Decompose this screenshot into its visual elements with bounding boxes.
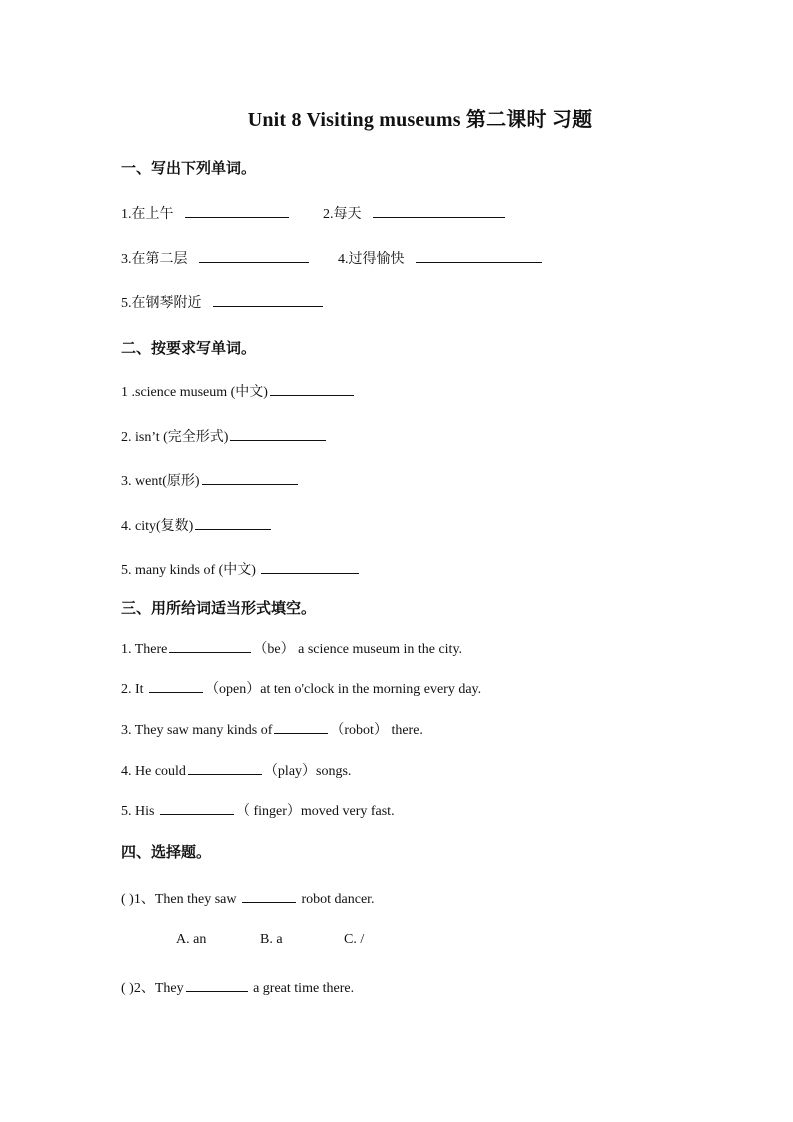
answer-blank[interactable] — [373, 203, 505, 218]
answer-blank[interactable] — [274, 719, 328, 734]
answer-blank[interactable] — [213, 292, 323, 307]
part3-item-1 — [121, 638, 462, 658]
part1-label: 3.在第二层 — [121, 252, 188, 267]
part2-text: 3. went(原形) — [121, 474, 200, 489]
part3-after: （be） a science museum in the city. — [253, 642, 463, 657]
part2-text: 4. city(复数) — [121, 519, 194, 534]
question-before: ( )1、Then they saw — [121, 892, 240, 907]
section-heading-2: 二、按要求写单词。 — [121, 341, 257, 357]
part3-item-2 — [121, 678, 481, 698]
part1-label: 5.在钢琴附近 — [121, 296, 202, 311]
part1-label: 2.每天 — [323, 207, 362, 222]
question-after: robot dancer. — [297, 892, 375, 907]
part2-item-3 — [121, 470, 300, 490]
option-c[interactable]: C. / — [344, 932, 365, 947]
answer-blank[interactable] — [242, 888, 296, 903]
answer-blank[interactable] — [149, 678, 203, 693]
answer-blank[interactable] — [195, 515, 271, 530]
part1-item-5 — [121, 292, 325, 312]
part3-before: 5. His — [121, 804, 158, 819]
answer-blank[interactable] — [202, 470, 298, 485]
part1-item-1 — [121, 203, 291, 223]
question-before: ( )2、They — [121, 981, 184, 996]
part1-label: 1.在上午 — [121, 207, 174, 222]
answer-blank[interactable] — [188, 760, 262, 775]
part3-after: （robot） there. — [330, 723, 423, 738]
part1-item-2 — [323, 203, 507, 223]
answer-blank[interactable] — [199, 248, 309, 263]
part3-after: （play）songs. — [263, 764, 352, 779]
part2-item-1 — [121, 381, 356, 401]
section-heading-3: 三、用所给词适当形式填空。 — [121, 601, 317, 617]
part3-after: （ finger）moved very fast. — [235, 804, 395, 819]
answer-blank[interactable] — [270, 381, 354, 396]
answer-blank[interactable] — [416, 248, 542, 263]
part2-text: 1 .science museum (中文) — [121, 385, 268, 400]
part1-label: 4.过得愉快 — [338, 252, 405, 267]
answer-blank[interactable] — [186, 977, 248, 992]
part2-item-4 — [121, 515, 273, 535]
choice-question-1 — [121, 888, 375, 908]
part3-item-4 — [121, 760, 351, 780]
part3-item-5 — [121, 800, 395, 820]
section-heading-4: 四、选择题。 — [121, 845, 212, 861]
option-b[interactable]: B. a — [260, 932, 283, 947]
question-after: a great time there. — [249, 981, 355, 996]
part3-before: 1. There — [121, 642, 168, 657]
option-a[interactable]: A. an — [176, 932, 207, 947]
choice-question-2 — [121, 977, 354, 997]
part1-item-4 — [338, 248, 544, 268]
part2-text: 5. many kinds of (中文) — [121, 563, 260, 578]
part1-item-3 — [121, 248, 311, 268]
part3-item-3 — [121, 719, 423, 739]
answer-blank[interactable] — [261, 559, 359, 574]
part3-after: （open）at ten o'clock in the morning every day. — [205, 682, 482, 697]
part3-before: 3. They saw many kinds of — [121, 723, 273, 738]
answer-blank[interactable] — [169, 638, 251, 653]
part2-item-2 — [121, 426, 328, 446]
part2-text: 2. isn’t (完全形式) — [121, 430, 229, 445]
part3-before: 2. It — [121, 682, 148, 697]
page-title: Unit 8 Visiting museums 第二课时 习题 — [247, 109, 593, 131]
section-heading-1: 一、写出下列单词。 — [121, 161, 257, 177]
part2-item-5 — [121, 559, 361, 579]
answer-blank[interactable] — [230, 426, 326, 441]
answer-blank[interactable] — [160, 800, 234, 815]
answer-blank[interactable] — [185, 203, 289, 218]
part3-before: 4. He could — [121, 764, 186, 779]
